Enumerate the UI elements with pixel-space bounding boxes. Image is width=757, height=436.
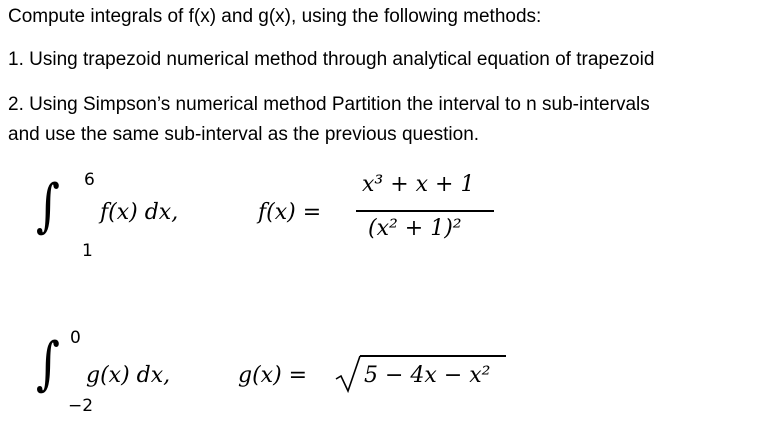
f-definition-lhs: f(x) = — [258, 200, 322, 225]
f-numerator: x³ + x + 1 — [362, 172, 475, 197]
g-definition-lhs: g(x) = — [238, 363, 308, 388]
g-radicand: 5 − 4x − x² — [364, 363, 491, 388]
method-2-line-1: 2. Using Simpson’s numerical method Partition the interval to n sub-intervals — [8, 94, 650, 115]
integral-g-lower-limit: −2 — [68, 396, 94, 416]
square-root-sign — [335, 353, 363, 395]
radical-vinculum — [360, 355, 506, 357]
integral-g-integrand: g(x) dx, — [86, 363, 171, 388]
integral-sign: ∫ — [36, 171, 60, 239]
integral-g-upper-limit: 0 — [70, 328, 81, 348]
integral-f-upper-limit: 6 — [84, 170, 95, 190]
integral-f-lower-limit: 1 — [82, 241, 93, 261]
method-1-text: 1. Using trapezoid numerical method through analytical equation of trapezoid — [8, 49, 655, 70]
integral-f-integrand: f(x) dx, — [100, 200, 179, 225]
f-denominator: (x² + 1)² — [368, 216, 462, 241]
fraction-bar — [356, 210, 494, 212]
intro-text: Compute integrals of f(x) and g(x), using the following methods: — [8, 6, 542, 27]
integral-sign: ∫ — [36, 329, 60, 397]
method-2-line-2: and use the same sub-interval as the previous question. — [8, 124, 480, 145]
